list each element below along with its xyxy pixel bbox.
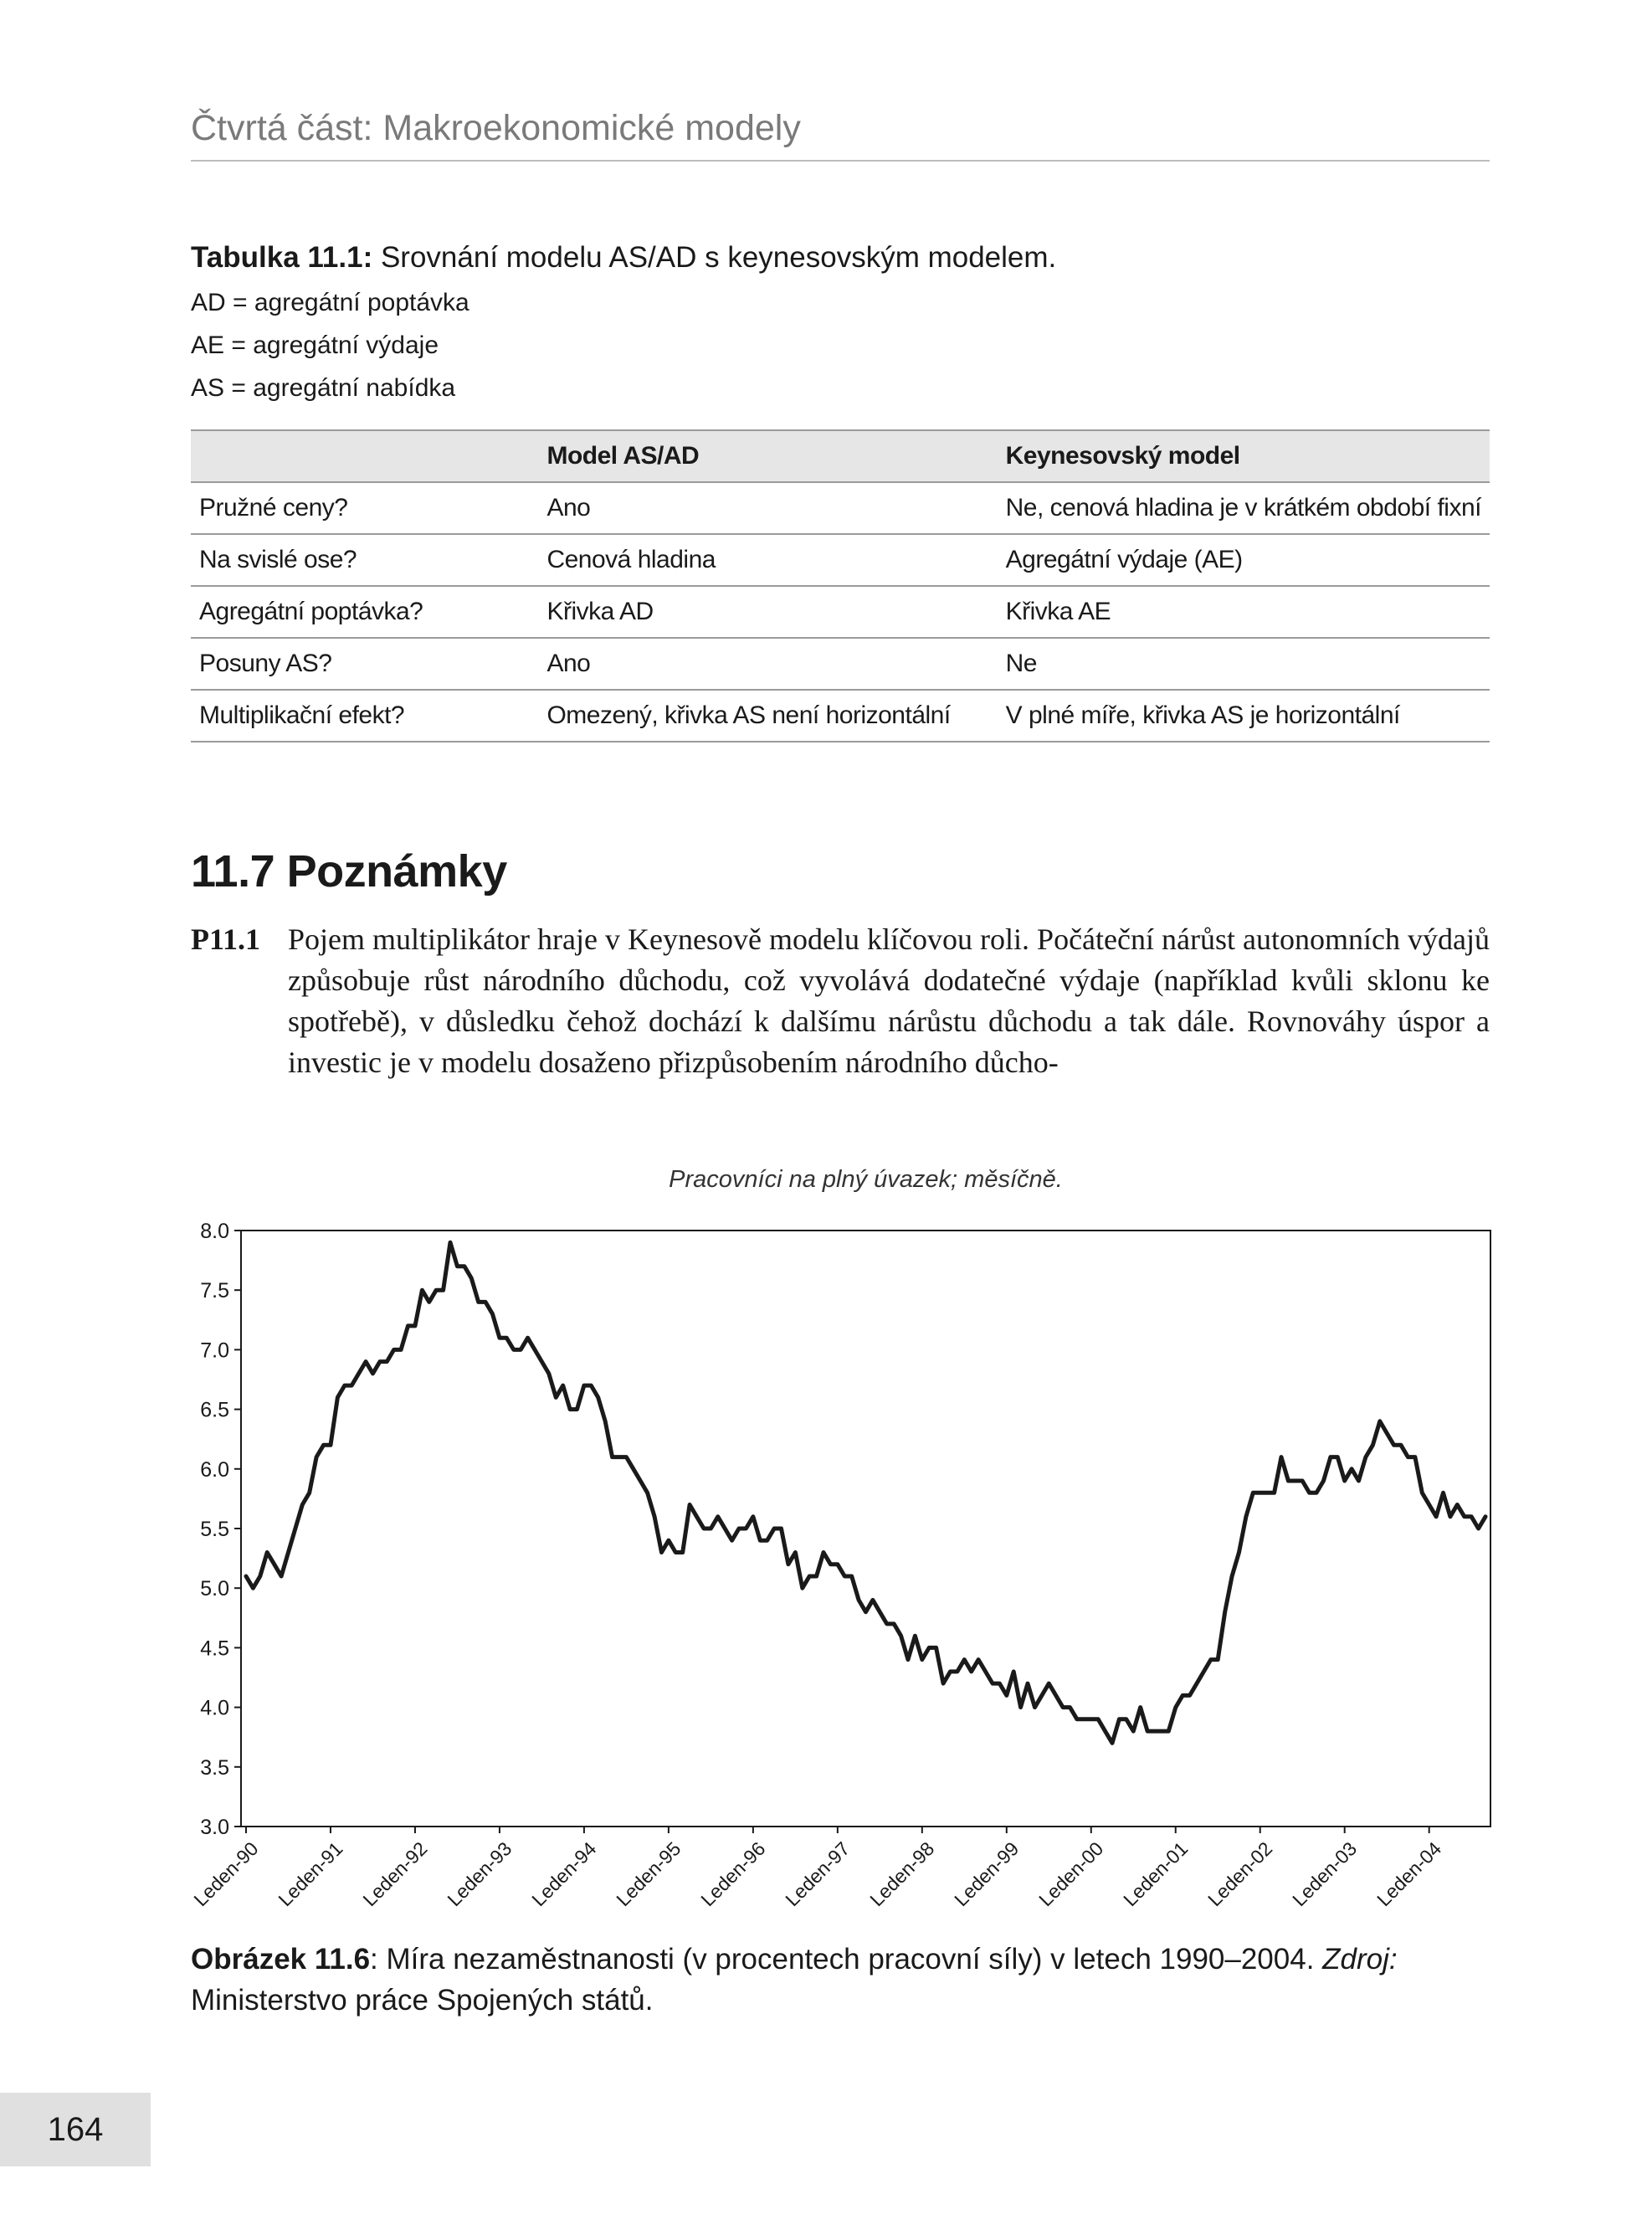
comparison-table: [191, 429, 1490, 742]
x-tick-label: Leden-98: [865, 1837, 939, 1911]
table-cell: Ano: [538, 482, 997, 534]
figure-source: Ministerstvo práce Spojených států.: [191, 1984, 654, 2017]
table-header-row: [191, 430, 1490, 482]
page-number: 164: [0, 2093, 151, 2166]
table-header-cell: [191, 430, 538, 482]
x-tick-label: Leden-92: [358, 1837, 432, 1911]
x-tick-label: Leden-96: [696, 1837, 770, 1911]
y-tick-label: 6.0: [200, 1457, 229, 1482]
abbreviation-as: AS = agregátní nabídka: [191, 374, 456, 402]
x-tick-label: Leden-02: [1203, 1837, 1277, 1911]
table-cell: Ano: [538, 638, 997, 690]
table-cell: Agregátní výdaje (AE): [998, 534, 1490, 586]
table-cell: Na svislé ose?: [191, 534, 538, 586]
y-tick-label: 5.0: [200, 1577, 229, 1601]
x-tick-label: Leden-04: [1372, 1837, 1446, 1911]
running-head: Čtvrtá část: Makroekonomické modely: [191, 109, 1490, 162]
table-header-cell: Keynesovský model: [998, 430, 1490, 482]
x-tick-label: Leden-94: [527, 1837, 601, 1911]
figure-source-label: Zdroj:: [1322, 1943, 1398, 1976]
x-tick-label: Leden-97: [781, 1837, 854, 1911]
figure-caption-text: : Míra nezaměstnanosti (v procentech pracovní síly) v letech 1990–2004.: [370, 1943, 1323, 1976]
table-cell: Křivka AD: [538, 586, 997, 638]
section-title: 11.7 Poznámky: [191, 846, 507, 897]
y-tick-label: 5.5: [200, 1518, 229, 1541]
table-cell: Agregátní poptávka?: [191, 586, 538, 638]
figure-caption-label: Obrázek 11.6: [191, 1943, 371, 1976]
figure-caption: [191, 1939, 1490, 2021]
x-tick-label: Leden-03: [1288, 1837, 1362, 1911]
note-p11-1: [191, 919, 1490, 1083]
note-label: P11.1: [191, 922, 261, 956]
table-row: [191, 586, 1490, 638]
y-tick-label: 8.0: [200, 1220, 229, 1243]
unemployment-chart: [151, 1155, 1523, 1925]
x-tick-label: Leden-99: [950, 1837, 1024, 1911]
table-header-cell: Model AS/AD: [538, 430, 997, 482]
table-cell: V plné míře, křivka AS je horizontální: [998, 690, 1490, 742]
y-tick-label: 7.5: [200, 1279, 229, 1303]
x-tick-label: Leden-95: [612, 1837, 685, 1911]
table-cell: Posuny AS?: [191, 638, 538, 690]
table-cell: Omezený, křivka AS není horizontální: [538, 690, 997, 742]
table-row: [191, 690, 1490, 742]
y-tick-label: 7.0: [200, 1339, 229, 1363]
unemployment-series-line: [246, 1242, 1485, 1743]
y-tick-label: 6.5: [200, 1398, 229, 1422]
y-tick-label: 3.0: [200, 1816, 229, 1839]
table-caption: [191, 241, 1056, 275]
table-row: [191, 534, 1490, 586]
table-row: [191, 638, 1490, 690]
table-cell: Cenová hladina: [538, 534, 997, 586]
abbreviation-ae: AE = agregátní výdaje: [191, 331, 439, 359]
chart-title: Pracovníci na plný úvazek; měsíčně.: [669, 1166, 1063, 1193]
table-row: [191, 482, 1490, 534]
table-cell: Ne: [998, 638, 1490, 690]
table-cell: Multiplikační efekt?: [191, 690, 538, 742]
table-cell: Křivka AE: [998, 586, 1490, 638]
y-tick-label: 4.0: [200, 1696, 229, 1720]
y-tick-label: 3.5: [200, 1755, 229, 1780]
abbreviation-ad: AD = agregátní poptávka: [191, 289, 469, 316]
x-tick-label: Leden-93: [443, 1837, 516, 1911]
x-tick-label: Leden-90: [189, 1837, 263, 1911]
table-caption-label: Tabulka 11.1:: [191, 241, 373, 274]
y-tick-label: 4.5: [200, 1637, 229, 1661]
unemployment-line-chart: [151, 1155, 1523, 1925]
x-tick-label: Leden-01: [1119, 1837, 1193, 1911]
note-body: Pojem multiplikátor hraje v Keynesově modelu klíčovou roli. Počáteční nárůst autonomních výdajů způsobuje růst národního důchodu, což vyvolává dodatečné výdaje (například kvůli sklonu ke spotřebě), v důsledku čehož dochází k dalšímu nárůstu důchodu a tak dále. Rovnováhy úspor a investic je v modelu dosaženo přizpůsobením národního důcho-: [288, 922, 1490, 1079]
plot-frame: [241, 1231, 1490, 1827]
x-tick-label: Leden-91: [274, 1837, 347, 1911]
table-caption-text: Srovnání modelu AS/AD s keynesovským modelem.: [372, 241, 1057, 274]
table-cell: Ne, cenová hladina je v krátkém období fixní: [998, 482, 1490, 534]
table-cell: Pružné ceny?: [191, 482, 538, 534]
x-tick-label: Leden-00: [1034, 1837, 1108, 1911]
